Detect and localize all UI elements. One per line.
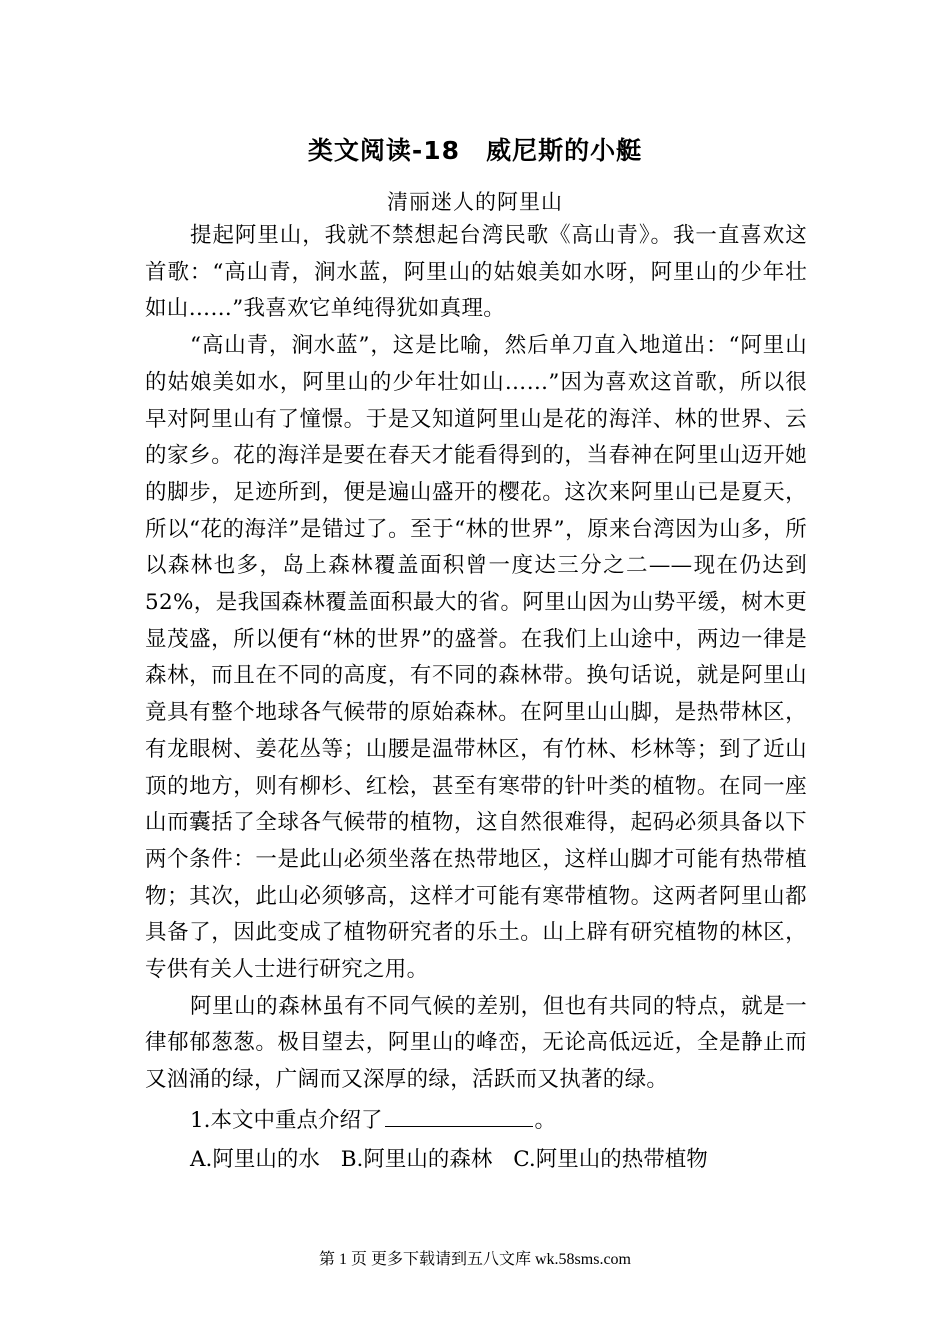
option-a[interactable]: A.阿里山的水 — [190, 1146, 320, 1172]
paragraph-2: “高山青，涧水蓝”，这是比喻，然后单刀直入地道出：“阿里山的姑娘美如水，阿里山的少年壮如山……”因为喜欢这首歌，所以很早对阿里山有了憧憬。于是又知道阿里山是花的海洋、林的世界、云的家乡。花的海洋是要在春天才能看得到的，当春神在阿里山迈开她的脚步，足迹所到，便是遍山盛开的樱花。这次来阿里山已是夏天，所以“花的海洋”是错过了。至于“林的世界”，原来台湾因为山多，所以森林也多，岛上森林覆盖面积曾一度达三分之二——现在仍达到52%，是我国森林覆盖面积最大的省。阿里山因为山势平缓，树木更显茂盛，所以便有“林的世界”的盛誉。在我们上山途中，两边一律是森林，而且在不同的高度，有不同的森林带。换句话说，就是阿里山竟具有整个地球各气候带的原始森林。在阿里山山脚，是热带林区，有龙眼树、姜花丛等；山腰是温带林区，有竹林、杉林等；到了近山顶的地方，则有柳杉、红桧，甚至有寒带的针叶类的植物。在同一座山而囊括了全球各气候带的植物，这自然很难得，起码必须具备以下两个条件：一是此山必须坐落在热带地区，这样山脚才可能有热带植物；其次，此山必须够高，这样才可能有寒带植物。这两者阿里山都具备了，因此变成了植物研究者的乐土。山上辟有研究植物的林区，专供有关人士进行研究之用。 — [145, 333, 807, 983]
document-title: 类文阅读-18 威尼斯的小艇 — [307, 136, 643, 165]
answer-blank[interactable] — [385, 1108, 533, 1127]
question-1-end: 。 — [534, 1107, 557, 1133]
option-c[interactable]: C.阿里山的热带植物 — [513, 1146, 708, 1172]
paragraph-1: 提起阿里山，我就不禁想起台湾民歌《高山青》。我一直喜欢这首歌：“高山青，涧水蓝，阿里山的姑娘美如水呀，阿里山的少年壮如山……”我喜欢它单纯得犹如真理。 — [145, 223, 807, 322]
article-title: 清丽迷人的阿里山 — [387, 190, 563, 214]
paragraph-3: 阿里山的森林虽有不同气候的差别，但也有共同的特点，就是一律郁郁葱葱。极目望去，阿里山的峰峦，无论高低远近，全是静止而又汹涌的绿，广阔而又深厚的绿，活跃而又执著的绿。 — [145, 993, 807, 1093]
option-b[interactable]: B.阿里山的森林 — [340, 1146, 493, 1172]
question-1-options — [145, 1142, 807, 1179]
question-1-text: 1.本文中重点介绍了 — [190, 1107, 383, 1133]
page-footer: 第 1 页 更多下载请到五八文库 wk.58sms.com — [318, 1251, 631, 1268]
question-1 — [145, 1103, 807, 1140]
article-body — [145, 218, 807, 1178]
